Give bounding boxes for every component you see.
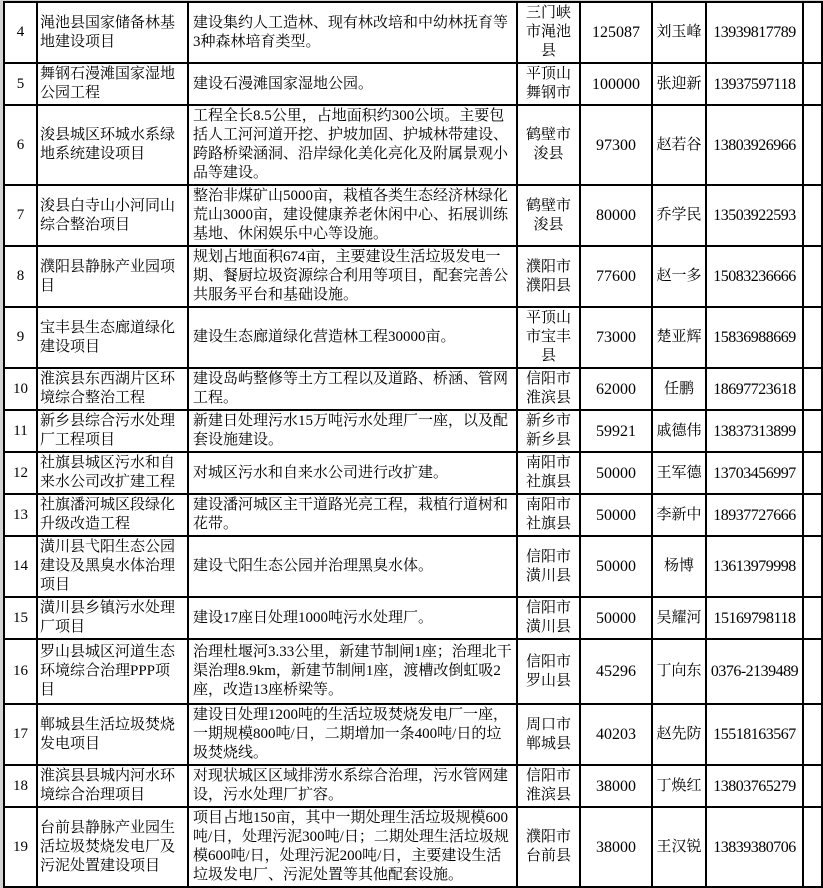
project-contact-cell: 赵若谷: [652, 105, 706, 185]
project-name-cell: 社旗潘河城区段绿化升级改造工程: [37, 494, 188, 536]
cutoff-column-cell: [803, 105, 822, 185]
project-description-cell: 工程全长8.5公里，占地面积约300公顷。主要包括人工河河道开挖、护坡加固、护城林带建设、跨路桥梁涵洞、沿岸绿化美化亮化及附属景观小品等建设。: [188, 105, 517, 185]
project-description-cell: 建设生态廊道绿化营造林工程30000亩。: [188, 307, 517, 368]
project-description-cell: 规划占地面积674亩，主要建设生活垃圾发电一期、餐厨垃圾资源综合利用等项目，配套完善公共服务平台和基础设施。: [188, 246, 517, 307]
project-location-cell: 濮阳市濮阳县: [517, 246, 580, 307]
row-number-cell: 14: [4, 536, 37, 597]
project-investment-cell: 38000: [580, 765, 652, 807]
project-contact-cell: 赵先防: [652, 704, 706, 765]
row-number-cell: 8: [4, 246, 37, 307]
project-description-cell: 对城区污水和自来水公司进行改扩建。: [188, 452, 517, 494]
row-number-cell: 18: [4, 765, 37, 807]
project-location-cell: 南阳市社旗县: [517, 452, 580, 494]
project-location-cell: 信阳市罗山县: [517, 639, 580, 704]
table-row: [4, 185, 822, 246]
row-number-cell: 7: [4, 185, 37, 246]
project-description-cell: 建设弋阳生态公园并治理黑臭水体。: [188, 536, 517, 597]
cutoff-column-cell: [803, 2, 822, 63]
project-phone-cell: 13937597118: [706, 63, 803, 105]
project-location-cell: 鹤壁市浚县: [517, 105, 580, 185]
table-row: [4, 246, 822, 307]
project-name-cell: 罗山县城区河道生态环境综合治理PPP项目: [37, 639, 188, 704]
project-name-cell: 浚县白寺山小河同山综合整治项目: [37, 185, 188, 246]
project-name-cell: 台前县静脉产业园生活垃圾焚烧发电厂及污泥处置建设项目: [37, 807, 188, 887]
project-name-cell: 郸城县生活垃圾焚烧发电项目: [37, 704, 188, 765]
project-location-cell: 信阳市潢川县: [517, 597, 580, 639]
cutoff-column-cell: [803, 307, 822, 368]
project-investment-cell: 38000: [580, 807, 652, 887]
cutoff-column-cell: [803, 410, 822, 452]
project-contact-cell: 李新中: [652, 494, 706, 536]
table-row: [4, 639, 822, 704]
project-investment-cell: 50000: [580, 536, 652, 597]
project-contact-cell: 乔学民: [652, 185, 706, 246]
project-contact-cell: 丁向东: [652, 639, 706, 704]
project-location-cell: 南阳市社旗县: [517, 494, 580, 536]
project-description-cell: 项目占地150亩，其中一期处理生活垃圾规模600吨/日，处理污泥300吨/日；二期处理生活垃圾规模600吨/日，处理污泥200吨/日，主要建设生活垃圾发电厂、污泥处置等其他配套设施。: [188, 807, 517, 887]
cutoff-column-cell: [803, 452, 822, 494]
project-phone-cell: 15518163567: [706, 704, 803, 765]
project-name-cell: 潢川县乡镇污水处理厂项目: [37, 597, 188, 639]
project-investment-cell: 62000: [580, 368, 652, 410]
project-location-cell: 平顶山市宝丰县: [517, 307, 580, 368]
cutoff-column-cell: [803, 246, 822, 307]
project-description-cell: 治理杜堰河3.33公里，新建节制闸1座；治理北干渠治理8.9km，新建节制闸1座，渡槽改倒虹吸2座，改造13座桥梁等。: [188, 639, 517, 704]
project-phone-cell: 13939817789: [706, 2, 803, 63]
project-phone-cell: 13803926966: [706, 105, 803, 185]
project-contact-cell: 戚德伟: [652, 410, 706, 452]
project-phone-cell: 0376-2139489: [706, 639, 803, 704]
project-location-cell: 信阳市潢川县: [517, 536, 580, 597]
project-description-cell: 建设日处理1200吨的生活垃圾焚烧发电厂一座，一期规模800吨/日，二期增加一条400吨/日的垃圾焚烧线。: [188, 704, 517, 765]
project-phone-cell: 13703456997: [706, 452, 803, 494]
project-description-cell: 整治非煤矿山5000亩，栽植各类生态经济林绿化荒山3000亩，建设健康养老休闲中心、拓展训练基地、休闲娱乐中心等设施。: [188, 185, 517, 246]
project-investment-cell: 59921: [580, 410, 652, 452]
project-contact-cell: 丁焕红: [652, 765, 706, 807]
project-description-cell: 建设潘河城区主干道路光亮工程，栽植行道树和花带。: [188, 494, 517, 536]
project-description-cell: 建设岛屿整修等土方工程以及道路、桥涵、管网工程。: [188, 368, 517, 410]
project-phone-cell: 15169798118: [706, 597, 803, 639]
cutoff-column-cell: [803, 639, 822, 704]
project-phone-cell: 18697723618: [706, 368, 803, 410]
table-row: [4, 2, 822, 63]
project-phone-cell: 18937727666: [706, 494, 803, 536]
row-number-cell: 16: [4, 639, 37, 704]
project-name-cell: 濮阳县静脉产业园项目: [37, 246, 188, 307]
project-location-cell: 平顶山舞钢市: [517, 63, 580, 105]
row-number-cell: 5: [4, 63, 37, 105]
project-contact-cell: 杨博: [652, 536, 706, 597]
project-investment-cell: 80000: [580, 185, 652, 246]
project-phone-cell: 13839380706: [706, 807, 803, 887]
project-investment-cell: 125087: [580, 2, 652, 63]
project-description-cell: 建设石漫滩国家湿地公园。: [188, 63, 517, 105]
project-contact-cell: 王汉锐: [652, 807, 706, 887]
project-location-cell: 信阳市淮滨县: [517, 765, 580, 807]
project-contact-cell: 张迎新: [652, 63, 706, 105]
project-investment-cell: 50000: [580, 452, 652, 494]
project-investment-cell: 50000: [580, 597, 652, 639]
row-number-cell: 17: [4, 704, 37, 765]
project-name-cell: 舞钢石漫滩国家湿地公园工程: [37, 63, 188, 105]
project-contact-cell: 吴耀河: [652, 597, 706, 639]
table-row: [4, 63, 822, 105]
project-investment-cell: 97300: [580, 105, 652, 185]
table-row: [4, 452, 822, 494]
table-row: [4, 410, 822, 452]
project-name-cell: 宝丰县生态廊道绿化建设项目: [37, 307, 188, 368]
project-phone-cell: 15083236666: [706, 246, 803, 307]
project-phone-cell: 15836988669: [706, 307, 803, 368]
project-investment-cell: 77600: [580, 246, 652, 307]
row-number-cell: 11: [4, 410, 37, 452]
project-name-cell: 潢川县弋阳生态公园建设及黑臭水体治理项目: [37, 536, 188, 597]
project-investment-cell: 50000: [580, 494, 652, 536]
project-name-cell: 渑池县国家储备林基地建设项目: [37, 2, 188, 63]
row-number-cell: 4: [4, 2, 37, 63]
cutoff-column-cell: [803, 368, 822, 410]
row-number-cell: 9: [4, 307, 37, 368]
table-row: [4, 597, 822, 639]
table-row: [4, 704, 822, 765]
project-description-cell: 对现状城区区域排涝水系综合治理，污水管网建设，污水处理厂扩容。: [188, 765, 517, 807]
project-contact-cell: 赵一多: [652, 246, 706, 307]
row-number-cell: 6: [4, 105, 37, 185]
project-phone-cell: 13803765279: [706, 765, 803, 807]
table-row: [4, 307, 822, 368]
project-contact-cell: 刘玉峰: [652, 2, 706, 63]
cutoff-column-cell: [803, 807, 822, 887]
cutoff-column-cell: [803, 185, 822, 246]
project-description-cell: 建设17座日处理1000吨污水处理厂。: [188, 597, 517, 639]
projects-table: [3, 1, 823, 888]
project-phone-cell: 13837313899: [706, 410, 803, 452]
project-phone-cell: 13613979998: [706, 536, 803, 597]
cutoff-column-cell: [803, 494, 822, 536]
table-row: [4, 807, 822, 887]
project-contact-cell: 王军德: [652, 452, 706, 494]
project-name-cell: 淮滨县东西湖片区环境综合整治工程: [37, 368, 188, 410]
row-number-cell: 15: [4, 597, 37, 639]
project-description-cell: 建设集约人工造林、现有林改培和中幼林抚育等3种森林培育类型。: [188, 2, 517, 63]
project-name-cell: 浚县城区环城水系绿地系统建设项目: [37, 105, 188, 185]
projects-table-body: [4, 2, 822, 887]
row-number-cell: 19: [4, 807, 37, 887]
project-location-cell: 鹤壁市浚县: [517, 185, 580, 246]
project-contact-cell: 任鹏: [652, 368, 706, 410]
table-row: [4, 494, 822, 536]
cutoff-column-cell: [803, 536, 822, 597]
project-investment-cell: 100000: [580, 63, 652, 105]
project-location-cell: 周口市郸城县: [517, 704, 580, 765]
project-phone-cell: 13503922593: [706, 185, 803, 246]
project-location-cell: 新乡市新乡县: [517, 410, 580, 452]
project-name-cell: 淮滨县县城内河水环境综合治理项目: [37, 765, 188, 807]
cutoff-column-cell: [803, 597, 822, 639]
row-number-cell: 10: [4, 368, 37, 410]
project-investment-cell: 45296: [580, 639, 652, 704]
row-number-cell: 13: [4, 494, 37, 536]
project-contact-cell: 楚亚辉: [652, 307, 706, 368]
project-name-cell: 社旗县城区污水和自来水公司改扩建工程: [37, 452, 188, 494]
project-investment-cell: 40203: [580, 704, 652, 765]
cutoff-column-cell: [803, 63, 822, 105]
table-row: [4, 105, 822, 185]
table-row: [4, 368, 822, 410]
cutoff-column-cell: [803, 704, 822, 765]
row-number-cell: 12: [4, 452, 37, 494]
table-row: [4, 765, 822, 807]
table-row: [4, 536, 822, 597]
project-name-cell: 新乡县综合污水处理厂工程项目: [37, 410, 188, 452]
project-description-cell: 新建日处理污水15万吨污水处理厂一座，以及配套设施建设。: [188, 410, 517, 452]
cutoff-column-cell: [803, 765, 822, 807]
project-location-cell: 濮阳市台前县: [517, 807, 580, 887]
project-investment-cell: 73000: [580, 307, 652, 368]
project-location-cell: 三门峡市渑池县: [517, 2, 580, 63]
project-location-cell: 信阳市淮滨县: [517, 368, 580, 410]
